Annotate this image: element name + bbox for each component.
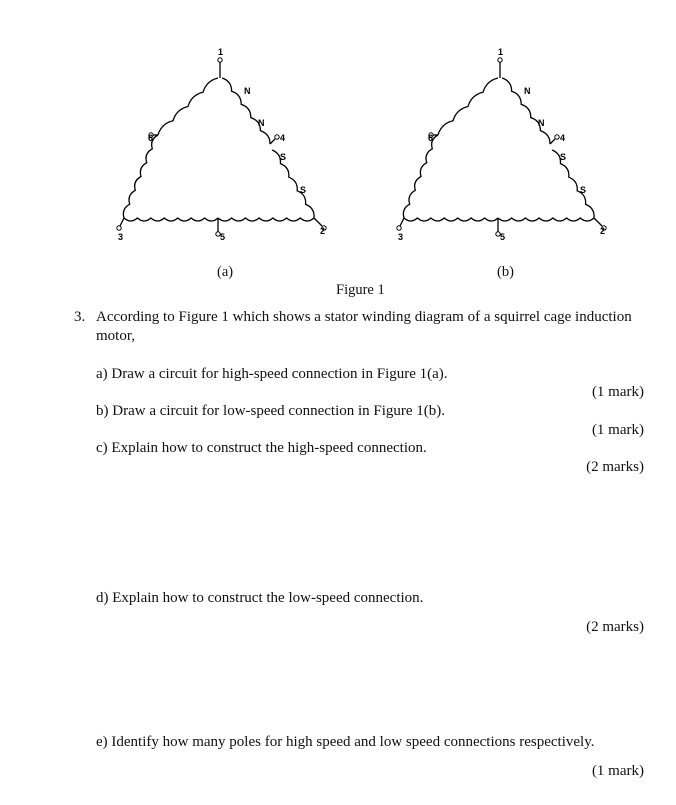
terminal-6-label: 6 <box>428 133 434 143</box>
terminal-3-label: 3 <box>118 232 124 242</box>
lead-terminal-3 <box>400 218 404 226</box>
figure-title: Figure 1 <box>336 282 385 298</box>
pole-label-n: N <box>244 86 251 96</box>
pole-label-n: N <box>258 118 265 128</box>
marks-part-c: (2 marks) <box>586 459 644 475</box>
stator-winding-diagram-a <box>110 0 340 255</box>
marks-part-b: (1 mark) <box>591 422 644 438</box>
coil-bottom-left <box>123 135 158 218</box>
terminal-3-label: 3 <box>398 232 404 242</box>
winding-triangle-b <box>390 0 620 250</box>
pole-label-n: N <box>538 118 545 128</box>
question-number: 3. <box>74 309 86 325</box>
lead-terminal-2 <box>314 218 322 226</box>
terminal-1-circle <box>498 58 502 62</box>
terminal-4-label: 4 <box>280 133 286 143</box>
pole-label-n: N <box>524 86 531 96</box>
question-part-c: c) Explain how to construct the high-speed connection. <box>96 440 427 456</box>
coil-top-left <box>158 78 218 135</box>
coil-bottom-left-half <box>404 218 498 221</box>
coil-bottom-right-half <box>218 218 314 221</box>
question-stem-line1: According to Figure 1 which shows a stator winding diagram of a squirrel cage induction <box>96 309 632 325</box>
terminal-1-circle <box>218 58 222 62</box>
question-part-e: e) Identify how many poles for high speed and low speed connections respectively. <box>96 734 595 750</box>
terminal-1-label: 1 <box>498 47 504 57</box>
pole-label-s: S <box>580 185 587 195</box>
coil-bottom-right-half <box>498 218 594 221</box>
question-part-b: b) Draw a circuit for low-speed connection in Figure 1(b). <box>96 403 446 419</box>
coil-top-left <box>438 78 498 135</box>
marks-part-d: (2 marks) <box>586 619 644 635</box>
pole-label-s: S <box>560 152 567 162</box>
marks-part-a: (1 mark) <box>591 384 644 400</box>
terminal-3-circle <box>117 226 121 230</box>
question-stem-line2: motor, <box>96 328 135 344</box>
coil-bottom-right <box>552 150 594 218</box>
terminal-2-label: 2 <box>600 226 606 236</box>
terminal-4-label: 4 <box>560 133 566 143</box>
lead-terminal-4 <box>550 139 555 144</box>
pole-label-s: S <box>280 152 287 162</box>
terminal-3-circle <box>397 226 401 230</box>
terminal-5-label: 5 <box>220 232 226 242</box>
caption-b: (b) <box>497 264 514 280</box>
terminal-2-label: 2 <box>320 226 326 236</box>
caption-a: (a) <box>217 264 234 280</box>
question-part-a: a) Draw a circuit for high-speed connection in Figure 1(a). <box>96 366 448 382</box>
terminal-5-label: 5 <box>500 232 506 242</box>
pole-label-s: S <box>300 185 307 195</box>
lead-terminal-2 <box>594 218 602 226</box>
lead-terminal-4 <box>270 139 275 144</box>
coil-bottom-left-half <box>124 218 218 221</box>
coil-bottom-left <box>403 135 438 218</box>
winding-triangle-a <box>110 0 340 250</box>
coil-bottom-right <box>272 150 314 218</box>
question-part-d: d) Explain how to construct the low-speed connection. <box>96 590 424 606</box>
marks-part-e: (1 mark) <box>591 763 644 779</box>
terminal-4-circle <box>555 135 559 139</box>
terminal-6-label: 6 <box>148 133 154 143</box>
terminal-4-circle <box>275 135 279 139</box>
lead-terminal-3 <box>120 218 124 226</box>
terminal-1-label: 1 <box>218 47 224 57</box>
stator-winding-diagram-b <box>390 0 620 255</box>
